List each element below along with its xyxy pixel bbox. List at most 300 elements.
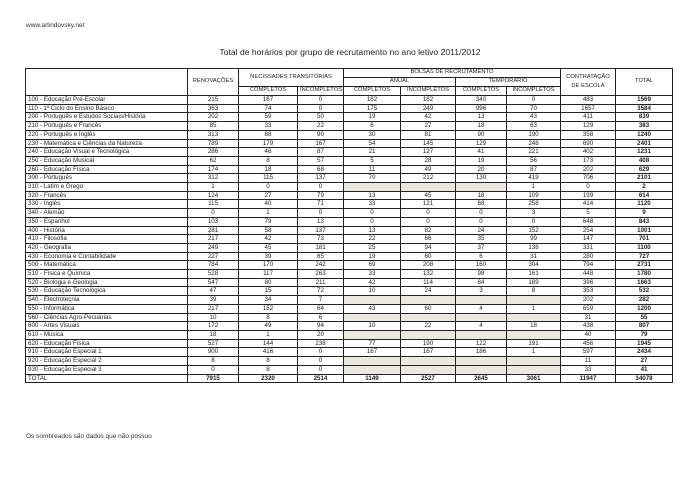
cell-anual-incompletos: 145 [401, 139, 456, 148]
cell-anual-completos: 13 [344, 191, 401, 200]
cell-contratacao: 202 [561, 165, 616, 174]
cell-nec-completos: 59 [239, 113, 298, 122]
cell-total: 701 [616, 235, 673, 244]
cell-contratacao: 448 [561, 270, 616, 279]
cell-anual-incompletos: 0 [401, 217, 456, 226]
cell-contratacao: 438 [561, 322, 616, 331]
row-label: 510 - Física e Química [26, 270, 188, 279]
cell-anual-incompletos: 22 [401, 322, 456, 331]
cell-renovacoes: 0 [188, 209, 239, 218]
cell-temp-incompletos: 1 [507, 348, 561, 357]
cell-contratacao: 129 [561, 122, 616, 131]
cell-nec-incompletos: 6 [298, 313, 344, 322]
total-temp-incompletos: 3061 [507, 374, 561, 383]
cell-renovacoes: 215 [188, 96, 239, 105]
cell-temp-incompletos: 56 [507, 156, 561, 165]
cell-temp-completos: 35 [456, 235, 507, 244]
cell-anual-completos: 0 [344, 217, 401, 226]
cell-anual-completos: 22 [344, 235, 401, 244]
row-label: 100 - Educação Pré-Escolar [26, 96, 188, 105]
cell-temp-completos [456, 296, 507, 305]
cell-anual-incompletos: 49 [401, 165, 456, 174]
cell-anual-incompletos [401, 357, 456, 366]
cell-anual-completos: 21 [344, 148, 401, 157]
cell-anual-incompletos: 28 [401, 156, 456, 165]
cell-nec-completos: 49 [239, 322, 298, 331]
table-row [26, 226, 673, 235]
cell-anual-completos [344, 296, 401, 305]
cell-renovacoes: 8 [188, 357, 239, 366]
cell-nec-incompletos: 238 [298, 339, 344, 348]
table-row [26, 217, 673, 226]
cell-total: 383 [616, 122, 673, 131]
row-label: 420 - Geografia [26, 243, 188, 252]
cell-contratacao: 414 [561, 200, 616, 209]
cell-contratacao: 396 [561, 278, 616, 287]
cell-anual-completos: 0 [344, 209, 401, 218]
cell-anual-incompletos [401, 183, 456, 192]
row-label: 620 - Educação Física [26, 339, 188, 348]
cell-total: 2401 [616, 139, 673, 148]
table-row [26, 209, 673, 218]
cell-nec-completos: 74 [239, 104, 298, 113]
cell-nec-incompletos: 242 [298, 261, 344, 270]
cell-temp-incompletos: 189 [507, 278, 561, 287]
cell-nec-incompletos: 0 [298, 183, 344, 192]
cell-renovacoes: 18 [188, 330, 239, 339]
cell-renovacoes: 363 [188, 104, 239, 113]
cell-total: 2731 [616, 261, 673, 270]
recruitment-table [25, 68, 673, 383]
cell-contratacao: 147 [561, 235, 616, 244]
cell-temp-completos: 19 [456, 156, 507, 165]
cell-nec-completos: 15 [239, 287, 298, 296]
table-row [26, 104, 673, 113]
cell-nec-completos: 80 [239, 278, 298, 287]
cell-temp-incompletos: 258 [507, 200, 561, 209]
cell-contratacao: 648 [561, 217, 616, 226]
table-row [26, 322, 673, 331]
cell-temp-completos: 18 [456, 122, 507, 131]
cell-nec-completos: 8 [239, 365, 298, 374]
table-row [26, 296, 673, 305]
cell-temp-incompletos: 190 [507, 130, 561, 139]
cell-temp-incompletos: 31 [507, 252, 561, 261]
row-label: 340 - Alemão [26, 209, 188, 218]
cell-temp-incompletos [507, 365, 561, 374]
row-label: 320 - Francês [26, 191, 188, 200]
cell-temp-incompletos: 1 [507, 304, 561, 313]
row-label: 200 - Português e Estudos Sociais/História [26, 113, 188, 122]
cell-renovacoes: 312 [188, 174, 239, 183]
cell-renovacoes: 103 [188, 217, 239, 226]
cell-anual-completos: 42 [344, 278, 401, 287]
cell-temp-completos [456, 365, 507, 374]
cell-nec-completos: 39 [239, 252, 298, 261]
cell-anual-completos [344, 183, 401, 192]
cell-temp-incompletos [507, 296, 561, 305]
cell-anual-completos: 6 [344, 122, 401, 131]
cell-nec-incompletos: 211 [298, 278, 344, 287]
cell-renovacoes: 47 [188, 287, 239, 296]
row-label: 350 - Espanhol [26, 217, 188, 226]
total-nec-incompletos: 2514 [298, 374, 344, 383]
table-row [26, 313, 673, 322]
cell-anual-incompletos: 167 [401, 348, 456, 357]
cell-nec-incompletos: 137 [298, 174, 344, 183]
row-label: 550 - Informática [26, 304, 188, 313]
row-label: 930 - Educação Especial 3 [26, 365, 188, 374]
cell-temp-completos: 68 [456, 200, 507, 209]
cell-total: 1100 [616, 243, 673, 252]
cell-renovacoes: 172 [188, 322, 239, 331]
cell-anual-incompletos: 27 [401, 122, 456, 131]
table-row [26, 113, 673, 122]
table-row [26, 287, 673, 296]
table-row [26, 200, 673, 209]
header-total: TOTAL [616, 69, 673, 96]
cell-nec-completos: 40 [239, 200, 298, 209]
cell-nec-completos: 8 [239, 357, 298, 366]
cell-nec-incompletos: 0 [298, 209, 344, 218]
cell-anual-completos: 43 [344, 304, 401, 313]
header-bolsas: BOLSAS DE RECRUTAMENTO [344, 69, 561, 78]
table-row [26, 270, 673, 279]
cell-temp-completos: 996 [456, 104, 507, 113]
row-label: 540 - Electrotecnia [26, 296, 188, 305]
cell-renovacoes: 202 [188, 113, 239, 122]
table-row [26, 130, 673, 139]
total-label: TOTAL [26, 374, 188, 383]
cell-total: 727 [616, 252, 673, 261]
cell-nec-incompletos: 20 [298, 330, 344, 339]
cell-contratacao: 402 [561, 148, 616, 157]
cell-anual-completos: 19 [344, 113, 401, 122]
cell-anual-incompletos [401, 313, 456, 322]
cell-temp-completos: 98 [456, 270, 507, 279]
cell-renovacoes: 1 [188, 183, 239, 192]
cell-temp-incompletos: 8 [507, 287, 561, 296]
cell-total: 2434 [616, 348, 673, 357]
cell-contratacao: 1657 [561, 104, 616, 113]
cell-anual-completos: 167 [344, 348, 401, 357]
row-label: 920 - Educação Especial 2 [26, 357, 188, 366]
row-label: 400 - História [26, 226, 188, 235]
cell-temp-incompletos: 161 [507, 270, 561, 279]
total-temp-completos: 2645 [456, 374, 507, 383]
row-label: 600 - Artes Visuais [26, 322, 188, 331]
total-anual-incompletos: 2527 [401, 374, 456, 383]
cell-temp-incompletos: 18 [507, 322, 561, 331]
cell-anual-completos: 10 [344, 287, 401, 296]
cell-anual-completos [344, 313, 401, 322]
cell-total: 1200 [616, 304, 673, 313]
row-label: 230 - Matemática e Ciências da Natureza [26, 139, 188, 148]
cell-total: 2101 [616, 174, 673, 183]
cell-temp-incompletos [507, 330, 561, 339]
cell-temp-incompletos: 87 [507, 165, 561, 174]
cell-anual-completos: 69 [344, 261, 401, 270]
cell-nec-completos: 167 [239, 96, 298, 105]
cell-renovacoes: 286 [188, 148, 239, 157]
cell-total: 282 [616, 296, 673, 305]
header-nec-incompletos: INCOMPLETOS [298, 87, 344, 96]
cell-renovacoes: 313 [188, 130, 239, 139]
cell-renovacoes: 10 [188, 313, 239, 322]
total-total: 34078 [616, 374, 673, 383]
total-contratacao: 11947 [561, 374, 616, 383]
cell-contratacao: 331 [561, 243, 616, 252]
table-row [26, 122, 673, 131]
table-row [26, 252, 673, 261]
header-contratacao: CONTRATAÇÃO DE ESCOLA [561, 69, 616, 96]
cell-nec-incompletos: 71 [298, 200, 344, 209]
header-renovacoes: RENOVAÇÕES [188, 69, 239, 96]
cell-anual-incompletos: 94 [401, 243, 456, 252]
cell-temp-completos: 340 [456, 96, 507, 105]
cell-anual-completos: 10 [344, 322, 401, 331]
cell-temp-completos: 6 [456, 252, 507, 261]
cell-anual-incompletos: 249 [401, 104, 456, 113]
total-anual-completos: 1149 [344, 374, 401, 383]
cell-contratacao: 0 [561, 183, 616, 192]
header-anual-completos: COMPLETOS [344, 87, 401, 96]
row-label: 430 - Economia e Contabilidade [26, 252, 188, 261]
cell-nec-completos: 1 [239, 209, 298, 218]
cell-contratacao: 202 [561, 296, 616, 305]
cell-temp-completos [456, 313, 507, 322]
cell-temp-completos: 18 [456, 191, 507, 200]
cell-renovacoes: 85 [188, 122, 239, 131]
cell-nec-completos: 18 [239, 165, 298, 174]
cell-nec-completos: 88 [239, 130, 298, 139]
cell-total: 1663 [616, 278, 673, 287]
cell-nec-completos: 144 [239, 339, 298, 348]
cell-anual-incompletos: 212 [401, 174, 456, 183]
cell-temp-incompletos: 1 [507, 183, 561, 192]
header-temporario: TEMPORÁRIO [456, 78, 561, 87]
cell-total: 807 [616, 322, 673, 331]
cell-renovacoes: 0 [188, 365, 239, 374]
cell-anual-completos: 77 [344, 339, 401, 348]
cell-nec-completos: 1 [239, 330, 298, 339]
cell-renovacoes: 217 [188, 304, 239, 313]
cell-temp-completos: 84 [456, 278, 507, 287]
cell-renovacoes: 227 [188, 252, 239, 261]
row-label: 520 - Biologia e Geologia [26, 278, 188, 287]
cell-anual-incompletos [401, 365, 456, 374]
cell-nec-completos: 179 [239, 139, 298, 148]
cell-renovacoes: 281 [188, 226, 239, 235]
cell-temp-incompletos: 0 [507, 217, 561, 226]
cell-contratacao: 280 [561, 252, 616, 261]
cell-anual-completos [344, 330, 401, 339]
cell-anual-incompletos: 60 [401, 252, 456, 261]
cell-temp-incompletos: 304 [507, 261, 561, 270]
cell-anual-incompletos: 45 [401, 191, 456, 200]
cell-anual-incompletos [401, 330, 456, 339]
row-label: 500 - Matemática [26, 261, 188, 270]
cell-nec-incompletos: 87 [298, 148, 344, 157]
cell-anual-incompletos: 132 [401, 270, 456, 279]
cell-total: 1569 [616, 96, 673, 105]
row-label: 310 - Latim e Grego [26, 183, 188, 192]
cell-nec-incompletos: 79 [298, 191, 344, 200]
cell-nec-completos: 34 [239, 296, 298, 305]
table-row [26, 243, 673, 252]
cell-contratacao: 358 [561, 130, 616, 139]
cell-temp-completos: 90 [456, 130, 507, 139]
cell-contratacao: 5 [561, 209, 616, 218]
site-url: www.arlindovsky.net [26, 22, 85, 29]
cell-contratacao: 597 [561, 348, 616, 357]
cell-nec-incompletos: 0 [298, 104, 344, 113]
cell-temp-completos: 186 [456, 348, 507, 357]
cell-total: 839 [616, 113, 673, 122]
cell-temp-completos: 24 [456, 226, 507, 235]
cell-total: 843 [616, 217, 673, 226]
cell-anual-incompletos: 24 [401, 287, 456, 296]
cell-nec-completos: 8 [239, 156, 298, 165]
cell-anual-incompletos: 182 [401, 96, 456, 105]
table-row [26, 330, 673, 339]
row-label: 560 - Ciências Agro-Pecuárias [26, 313, 188, 322]
cell-nec-incompletos: 57 [298, 156, 344, 165]
cell-renovacoes: 249 [188, 243, 239, 252]
row-label: 110 - 1º Ciclo do Ensino Básico [26, 104, 188, 113]
row-label: 220 - Português e Inglês [26, 130, 188, 139]
cell-renovacoes: 547 [188, 278, 239, 287]
cell-anual-incompletos: 114 [401, 278, 456, 287]
cell-nec-completos: 46 [239, 148, 298, 157]
cell-nec-completos: 45 [239, 243, 298, 252]
table-row [26, 304, 673, 313]
cell-total: 27 [616, 357, 673, 366]
header-anual-incompletos: INCOMPLETOS [401, 87, 456, 96]
cell-total: 41 [616, 365, 673, 374]
row-label: 210 - Português e Francês [26, 122, 188, 131]
row-label: 910 - Educação Especial 1 [26, 348, 188, 357]
cell-renovacoes: 528 [188, 270, 239, 279]
cell-anual-incompletos: 121 [401, 200, 456, 209]
cell-renovacoes: 217 [188, 235, 239, 244]
cell-anual-incompletos: 0 [401, 209, 456, 218]
cell-total: 55 [616, 313, 673, 322]
table-row [26, 348, 673, 357]
cell-anual-incompletos: 66 [401, 235, 456, 244]
cell-nec-incompletos: 181 [298, 243, 344, 252]
cell-renovacoes: 784 [188, 261, 239, 270]
cell-nec-incompletos: 167 [298, 139, 344, 148]
cell-temp-incompletos: 99 [507, 235, 561, 244]
cell-anual-completos: 33 [344, 270, 401, 279]
cell-nec-incompletos: 0 [298, 348, 344, 357]
cell-temp-incompletos [507, 313, 561, 322]
cell-nec-incompletos: 65 [298, 252, 344, 261]
cell-anual-incompletos: 42 [401, 113, 456, 122]
cell-nec-completos: 115 [239, 174, 298, 183]
header-blank [26, 69, 188, 96]
table-row [26, 156, 673, 165]
cell-renovacoes: 124 [188, 191, 239, 200]
cell-temp-completos: 0 [456, 217, 507, 226]
header-temp-incompletos: INCOMPLETOS [507, 87, 561, 96]
cell-anual-completos: 33 [344, 200, 401, 209]
cell-contratacao: 353 [561, 287, 616, 296]
cell-total: 79 [616, 330, 673, 339]
cell-anual-incompletos: 82 [401, 226, 456, 235]
cell-temp-incompletos: 70 [507, 104, 561, 113]
cell-nec-completos: 58 [239, 226, 298, 235]
cell-nec-incompletos: 137 [298, 226, 344, 235]
cell-nec-incompletos: 72 [298, 287, 344, 296]
cell-nec-completos: 416 [239, 348, 298, 357]
cell-total: 9 [616, 209, 673, 218]
cell-nec-incompletos: 50 [298, 113, 344, 122]
cell-contratacao: 690 [561, 139, 616, 148]
table-body [26, 96, 673, 383]
table-row [26, 339, 673, 348]
cell-contratacao: 173 [561, 156, 616, 165]
cell-temp-completos: 4 [456, 322, 507, 331]
cell-anual-completos: 30 [344, 130, 401, 139]
cell-anual-incompletos: 127 [401, 148, 456, 157]
table-row [26, 139, 673, 148]
cell-anual-completos: 13 [344, 226, 401, 235]
cell-anual-completos [344, 357, 401, 366]
cell-renovacoes: 174 [188, 165, 239, 174]
page-title: Total de horários por grupo de recrutamento no ano letivo 2011/2012 [219, 47, 481, 57]
cell-nec-incompletos: 90 [298, 130, 344, 139]
cell-anual-completos: 25 [344, 243, 401, 252]
row-label: 300 - Português [26, 174, 188, 183]
cell-total: 1780 [616, 270, 673, 279]
cell-contratacao: 31 [561, 313, 616, 322]
cell-temp-incompletos: 3 [507, 209, 561, 218]
cell-temp-completos: 130 [456, 174, 507, 183]
table-row [26, 278, 673, 287]
cell-nec-incompletos: 22 [298, 122, 344, 131]
total-renovacoes: 7915 [188, 374, 239, 383]
cell-contratacao: 40 [561, 330, 616, 339]
cell-anual-completos: 19 [344, 252, 401, 261]
cell-temp-completos: 4 [456, 304, 507, 313]
cell-contratacao: 411 [561, 113, 616, 122]
cell-contratacao: 33 [561, 365, 616, 374]
row-label: 250 - Educação Musical [26, 156, 188, 165]
cell-temp-completos: 0 [456, 209, 507, 218]
cell-anual-completos: 182 [344, 96, 401, 105]
cell-temp-incompletos: 109 [507, 191, 561, 200]
cell-temp-incompletos: 419 [507, 174, 561, 183]
footnote: Os sombreados são dados que não possuo [26, 433, 152, 440]
cell-total: 1001 [616, 226, 673, 235]
table-row [26, 235, 673, 244]
cell-anual-incompletos: 60 [401, 304, 456, 313]
cell-nec-completos: 8 [239, 313, 298, 322]
cell-renovacoes: 39 [188, 296, 239, 305]
cell-nec-incompletos: 68 [298, 165, 344, 174]
cell-renovacoes: 900 [188, 348, 239, 357]
cell-temp-completos [456, 183, 507, 192]
cell-total: 2 [616, 183, 673, 192]
cell-anual-completos: 175 [344, 104, 401, 113]
cell-nec-completos: 79 [239, 217, 298, 226]
cell-contratacao: 199 [561, 191, 616, 200]
cell-renovacoes: 789 [188, 139, 239, 148]
cell-anual-incompletos: 208 [401, 261, 456, 270]
total-nec-completos: 2320 [239, 374, 298, 383]
